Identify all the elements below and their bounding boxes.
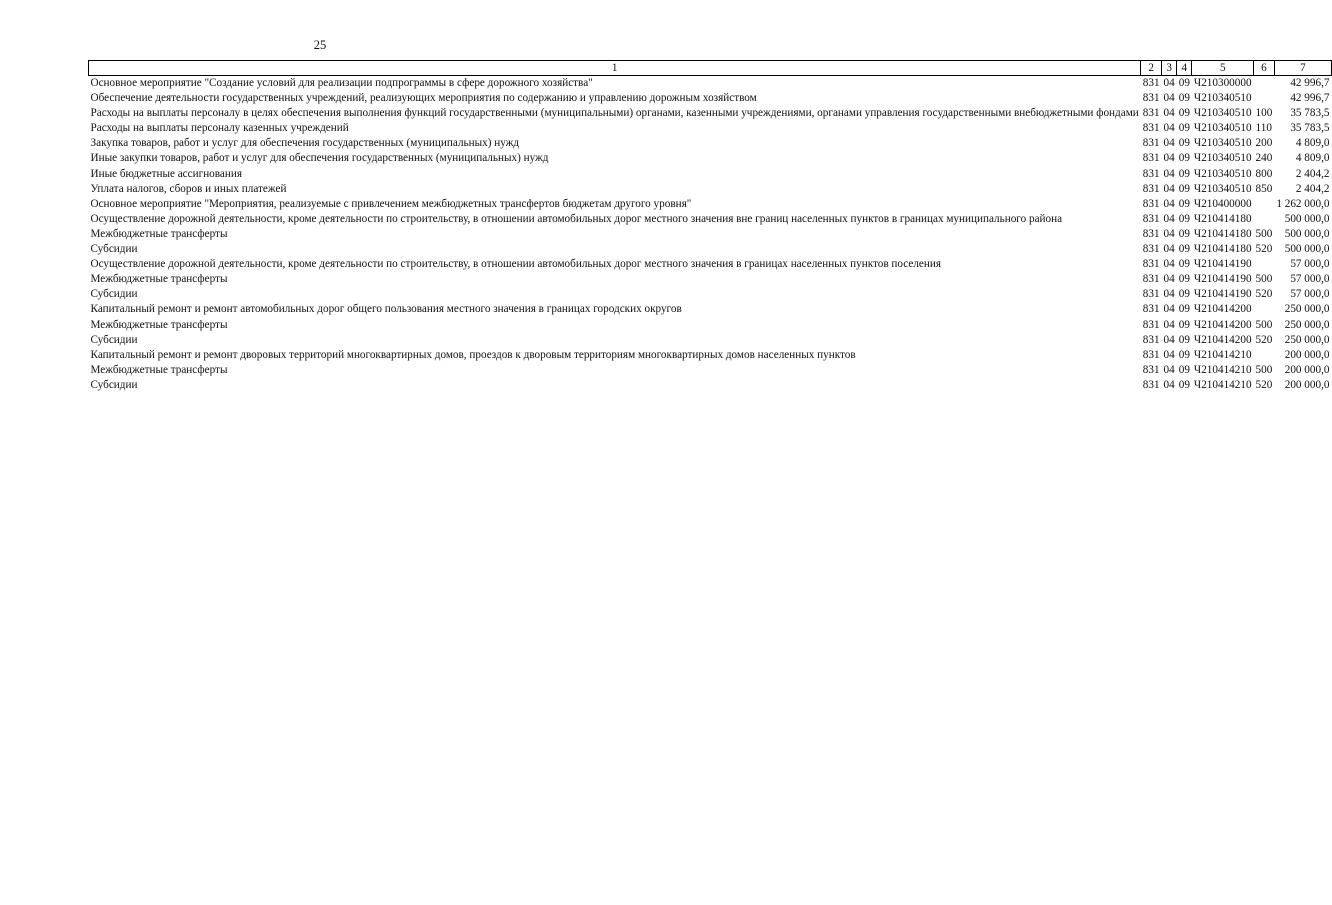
column-header-target-article: 5 (1192, 61, 1254, 76)
row-name: Капитальный ремонт и ремонт автомобильных дорог общего пользования местного значения в границах городских округов (90, 303, 682, 316)
row-amount: 35 783,5 (1290, 122, 1330, 135)
row-target-article: Ч210414210 (1193, 378, 1252, 391)
table-body (89, 76, 1332, 393)
row-name: Межбюджетные трансферты (90, 318, 228, 331)
row-target-article: Ч210414200 (1193, 333, 1252, 346)
row-grbs: 831 (1142, 77, 1160, 89)
row-target-article: Ч210340510 (1193, 122, 1252, 135)
row-section: 04 (1163, 273, 1175, 286)
column-header-grbs: 2 (1141, 61, 1162, 76)
row-expense-type: 800 (1255, 167, 1273, 180)
row-expense-type: 500 (1255, 318, 1273, 331)
table-row (89, 106, 1332, 121)
row-subsection: 09 (1178, 363, 1190, 376)
row-name: Капитальный ремонт и ремонт дворовых территорий многоквартирных домов, проездов к дворовым территориям многоквартирных домов населенных пунктов (90, 348, 856, 361)
table-row (89, 136, 1332, 151)
row-grbs: 831 (1142, 107, 1160, 120)
row-name: Иные закупки товаров, работ и услуг для обеспечения государственных (муниципальных) нужд (90, 152, 549, 165)
row-subsection: 09 (1178, 348, 1190, 361)
row-grbs: 831 (1142, 197, 1160, 210)
row-name: Расходы на выплаты персоналу казенных учреждений (90, 122, 349, 135)
row-expense-type: 520 (1255, 288, 1273, 301)
row-section: 04 (1163, 182, 1175, 195)
row-subsection: 09 (1178, 303, 1190, 316)
row-section: 04 (1163, 92, 1175, 105)
row-subsection: 09 (1178, 92, 1190, 105)
row-name: Уплата налогов, сборов и иных платежей (90, 182, 287, 195)
row-subsection: 09 (1178, 378, 1190, 391)
row-amount: 4 809,0 (1295, 137, 1330, 150)
row-expense-type: 110 (1255, 122, 1272, 135)
row-amount: 57 000,0 (1290, 258, 1330, 271)
row-grbs: 831 (1142, 182, 1160, 195)
row-expense-type (1254, 76, 1275, 92)
row-grbs: 831 (1142, 318, 1160, 331)
row-grbs: 831 (1142, 92, 1160, 105)
row-section: 04 (1163, 152, 1175, 165)
row-name: Межбюджетные трансферты (90, 227, 228, 240)
row-name: Иные бюджетные ассигнования (90, 167, 242, 180)
table-row (89, 91, 1332, 106)
row-amount: 200 000,0 (1284, 363, 1330, 376)
table-row (89, 272, 1332, 287)
column-header-subsection: 4 (1177, 61, 1192, 76)
row-amount: 2 404,2 (1295, 182, 1330, 195)
table-row (89, 287, 1332, 302)
row-target-article: Ч210414200 (1193, 318, 1252, 331)
row-grbs: 831 (1142, 348, 1160, 361)
row-grbs: 831 (1142, 122, 1160, 135)
row-amount: 200 000,0 (1284, 378, 1330, 391)
budget-table (88, 60, 1332, 393)
row-grbs: 831 (1142, 303, 1160, 316)
table-row (89, 333, 1332, 348)
row-grbs: 831 (1142, 243, 1160, 256)
row-amount: 35 783,5 (1290, 107, 1330, 120)
row-grbs: 831 (1142, 363, 1160, 376)
table-row (89, 318, 1332, 333)
column-header-amount: 7 (1274, 61, 1331, 76)
row-target-article: Ч210300000 (1193, 77, 1252, 89)
row-subsection: 09 (1178, 288, 1190, 301)
row-grbs: 831 (1142, 227, 1160, 240)
row-name: Основное мероприятие "Создание условий для реализации подпрограммы в сфере дорожного хозяйства" (90, 77, 593, 89)
row-section: 04 (1163, 167, 1175, 180)
row-expense-type: 500 (1255, 363, 1273, 376)
row-expense-type: 200 (1255, 137, 1273, 150)
table-row (89, 363, 1332, 378)
row-target-article: Ч210340510 (1193, 92, 1252, 105)
row-grbs: 831 (1142, 152, 1160, 165)
column-header-expense-type: 6 (1254, 61, 1275, 76)
row-name: Расходы на выплаты персоналу в целях обеспечения выполнения функций государственными (муниципальными) органами, казенными учреждениями, органами управления государственными внебюджетными фондами (90, 107, 1139, 120)
row-subsection: 09 (1178, 182, 1190, 195)
row-grbs: 831 (1142, 378, 1160, 391)
row-amount: 42 996,7 (1290, 92, 1330, 105)
row-amount: 4 809,0 (1295, 152, 1330, 165)
row-target-article: Ч210340510 (1193, 167, 1252, 180)
row-grbs: 831 (1142, 137, 1160, 150)
row-expense-type (1254, 348, 1275, 363)
row-amount: 250 000,0 (1284, 318, 1330, 331)
row-subsection: 09 (1178, 152, 1190, 165)
row-expense-type (1254, 302, 1275, 317)
row-section: 04 (1163, 243, 1175, 256)
row-target-article: Ч210414210 (1193, 363, 1252, 376)
table-row (89, 257, 1332, 272)
row-amount: 250 000,0 (1284, 303, 1330, 316)
row-amount: 57 000,0 (1290, 273, 1330, 286)
row-name: Осуществление дорожной деятельности, кроме деятельности по строительству, в отношении автомобильных дорог местного значения вне границ населенных пунктов в границах муниципального района (90, 212, 1063, 225)
row-section: 04 (1163, 137, 1175, 150)
row-section: 04 (1163, 363, 1175, 376)
row-grbs: 831 (1142, 273, 1160, 286)
row-grbs: 831 (1142, 258, 1160, 271)
row-expense-type (1254, 197, 1275, 212)
row-target-article: Ч210414190 (1193, 273, 1252, 286)
row-subsection: 09 (1178, 243, 1190, 256)
row-amount: 250 000,0 (1284, 333, 1330, 346)
row-subsection: 09 (1178, 318, 1190, 331)
row-section: 04 (1163, 333, 1175, 346)
row-amount: 42 996,7 (1290, 77, 1330, 89)
row-section: 04 (1163, 122, 1175, 135)
row-amount: 57 000,0 (1290, 288, 1330, 301)
row-name: Осуществление дорожной деятельности, кроме деятельности по строительству, в отношении автомобильных дорог местного значения в границах населенных пунктов поселения (90, 258, 942, 271)
row-name: Межбюджетные трансферты (90, 273, 228, 286)
table-row (89, 302, 1332, 317)
row-name: Закупка товаров, работ и услуг для обеспечения государственных (муниципальных) нужд (90, 137, 520, 150)
table-row (89, 197, 1332, 212)
row-subsection: 09 (1178, 197, 1190, 210)
row-target-article: Ч210340510 (1193, 107, 1252, 120)
row-grbs: 831 (1142, 288, 1160, 301)
row-expense-type: 520 (1255, 333, 1273, 346)
row-name: Субсидии (90, 243, 138, 256)
row-amount: 500 000,0 (1284, 227, 1330, 240)
row-name: Субсидии (90, 288, 138, 301)
row-subsection: 09 (1178, 227, 1190, 240)
row-expense-type (1254, 91, 1275, 106)
row-expense-type: 500 (1255, 227, 1273, 240)
row-section: 04 (1163, 197, 1175, 210)
table-row (89, 212, 1332, 227)
row-section: 04 (1163, 303, 1175, 316)
table-row (89, 227, 1332, 242)
row-target-article: Ч210340510 (1193, 152, 1252, 165)
row-subsection: 09 (1178, 122, 1190, 135)
row-section: 04 (1163, 212, 1175, 225)
column-number-row (89, 61, 1332, 76)
row-subsection: 09 (1178, 333, 1190, 346)
column-header-section: 3 (1162, 61, 1177, 76)
row-target-article: Ч210414200 (1193, 303, 1252, 316)
row-amount: 200 000,0 (1284, 348, 1330, 361)
row-expense-type (1254, 257, 1275, 272)
row-subsection: 09 (1178, 212, 1190, 225)
row-subsection: 09 (1178, 167, 1190, 180)
column-header-name: 1 (89, 61, 1141, 76)
row-name: Субсидии (90, 333, 138, 346)
row-target-article: Ч210400000 (1193, 197, 1252, 210)
row-section: 04 (1163, 348, 1175, 361)
row-expense-type: 850 (1255, 182, 1273, 195)
page-number: 25 (313, 38, 327, 52)
row-amount: 500 000,0 (1284, 243, 1330, 256)
row-amount: 1 262 000,0 (1276, 197, 1330, 210)
row-section: 04 (1163, 258, 1175, 271)
row-target-article: Ч210414180 (1193, 212, 1252, 225)
row-grbs: 831 (1142, 333, 1160, 346)
table-header (89, 61, 1332, 76)
row-subsection: 09 (1178, 137, 1190, 150)
row-grbs: 831 (1142, 167, 1160, 180)
row-target-article: Ч210414180 (1193, 227, 1252, 240)
row-name: Межбюджетные трансферты (90, 363, 228, 376)
row-section: 04 (1163, 378, 1175, 391)
row-name: Основное мероприятие "Мероприятия, реализуемые с привлечением межбюджетных трансфертов бюджетам другого уровня" (90, 197, 692, 210)
row-expense-type: 520 (1255, 243, 1273, 256)
row-target-article: Ч210414190 (1193, 288, 1252, 301)
row-subsection: 09 (1178, 77, 1190, 89)
table-row (89, 76, 1332, 92)
row-expense-type: 500 (1255, 273, 1273, 286)
row-target-article: Ч210340510 (1193, 137, 1252, 150)
table-row (89, 348, 1332, 363)
table-row (89, 167, 1332, 182)
row-section: 04 (1163, 77, 1175, 89)
row-section: 04 (1163, 318, 1175, 331)
row-expense-type: 100 (1255, 107, 1273, 120)
row-target-article: Ч210414210 (1193, 348, 1252, 361)
row-subsection: 09 (1178, 273, 1190, 286)
row-expense-type: 520 (1255, 378, 1273, 391)
row-section: 04 (1163, 107, 1175, 120)
table-row (89, 121, 1332, 136)
row-target-article: Ч210340510 (1193, 182, 1252, 195)
row-name: Обеспечение деятельности государственных учреждений, реализующих мероприятия по содержанию и управлению дорожным хозяйством (90, 92, 757, 105)
row-grbs: 831 (1142, 212, 1160, 225)
row-target-article: Ч210414190 (1193, 258, 1252, 271)
row-subsection: 09 (1178, 107, 1190, 120)
row-name: Субсидии (90, 378, 138, 391)
table-row (89, 378, 1332, 393)
row-expense-type: 240 (1255, 152, 1273, 165)
row-target-article: Ч210414180 (1193, 243, 1252, 256)
row-section: 04 (1163, 227, 1175, 240)
row-expense-type (1254, 212, 1275, 227)
table-row (89, 151, 1332, 166)
row-amount: 2 404,2 (1295, 167, 1330, 180)
row-subsection: 09 (1178, 258, 1190, 271)
table-row (89, 242, 1332, 257)
row-amount: 500 000,0 (1284, 212, 1330, 225)
table-row (89, 182, 1332, 197)
row-section: 04 (1163, 288, 1175, 301)
